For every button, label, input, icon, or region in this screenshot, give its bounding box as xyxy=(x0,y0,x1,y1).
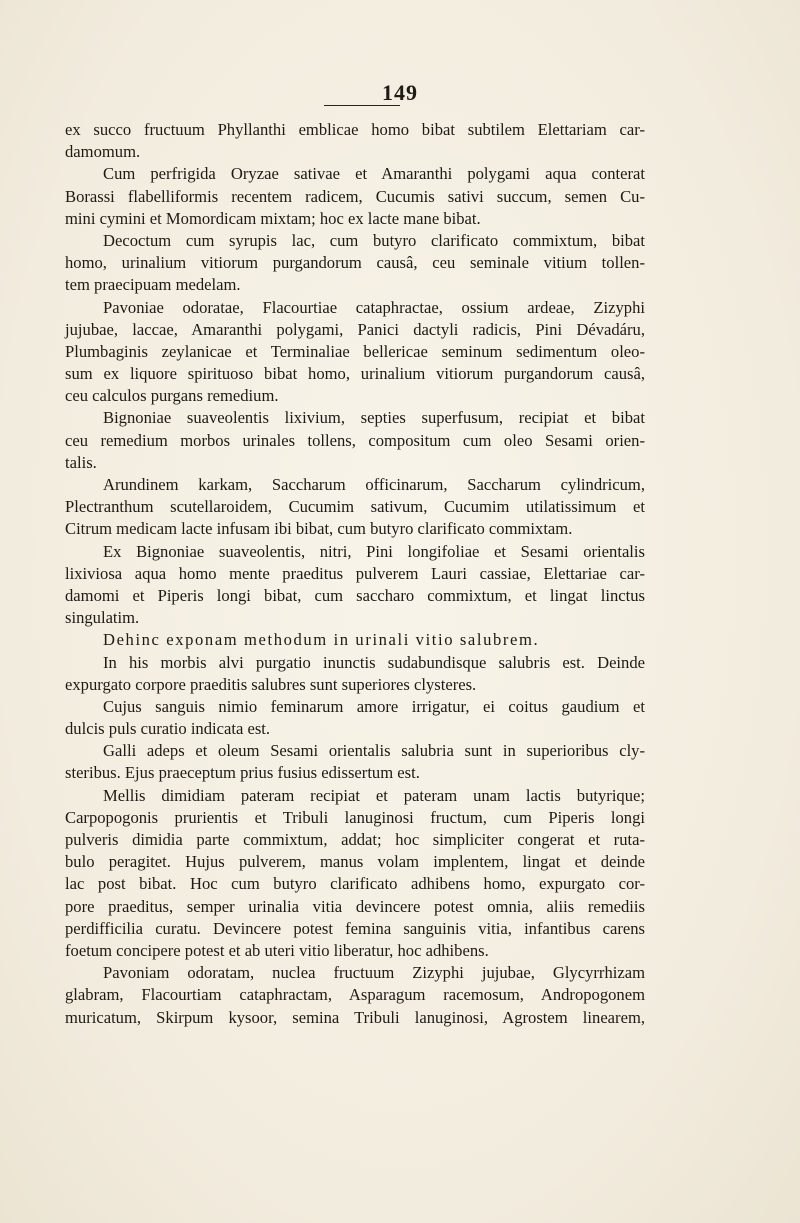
paragraph xyxy=(65,230,645,297)
text-line: talis. xyxy=(65,452,97,472)
text-line: bulo peragitet. Hujus pulverem, manus volam implentem, lingat et deinde xyxy=(65,852,645,872)
text-line: damomum. xyxy=(65,142,141,162)
text-line: perdifficilia curatu. Devincere potest femina sanguinis vitia, infantibus carens xyxy=(65,918,645,938)
text-line: sum ex liquore spirituoso bibat homo, urinalium vitiorum purgandorum causâ, xyxy=(65,364,645,384)
paragraph xyxy=(65,962,645,1029)
text-line: Cum perfrigida Oryzae sativae et Amaranthi polygami aqua conterat xyxy=(103,164,645,184)
text-line: ceu remedium morbos urinales tollens, compositum cum oleo Sesami orien- xyxy=(65,430,645,450)
text-line: Dehinc exponam methodum in urinali vitio salubrem. xyxy=(103,630,540,650)
text-line: dulcis puls curatio indicata est. xyxy=(65,719,271,739)
text-line: Plumbaginis zeylanicae et Terminaliae bellericae seminum sedimentum oleo- xyxy=(65,341,645,361)
paragraph xyxy=(65,785,645,963)
paragraph xyxy=(65,119,645,163)
text-line: Arundinem karkam, Saccharum officinarum, Saccharum cylindricum, xyxy=(103,475,645,494)
text-line: Ex Bignoniae suaveolentis, nitri, Pini longifoliae et Sesami orientalis xyxy=(103,541,645,561)
text-line: Decoctum cum syrupis lac, cum butyro clarificato commixtum, bibat xyxy=(103,230,645,250)
text-line: mini cymini et Momordicam mixtam; hoc ex lacte mane bibat. xyxy=(65,208,481,228)
paragraph xyxy=(65,297,645,408)
text-line: expurgato corpore praeditis salubres sunt superiores clysteres. xyxy=(65,674,477,694)
paragraph xyxy=(65,740,645,784)
text-line: muricatum, Skirpum kysoor, semina Tribuli lanuginosi, Agrostem linearem, xyxy=(65,1007,645,1027)
text-line: singulatim. xyxy=(65,608,140,628)
text-line: tem praecipuam medelam. xyxy=(65,275,241,295)
text-line: jujubae, laccae, Amaranthi polygami, Panici dactyli radicis, Pini Dévadáru, xyxy=(65,319,645,339)
text-line: Bignoniae suaveolentis lixivium, septies superfusum, recipiat et bibat xyxy=(103,408,645,428)
text-line: Pavoniae odoratae, Flacourtiae cataphractae, ossium ardeae, Zizyphi xyxy=(103,297,645,317)
text-line: Cujus sanguis nimio feminarum amore irrigatur, ei coitus gaudium et xyxy=(103,696,645,716)
text-line: ceu calculos purgans remedium. xyxy=(65,386,279,406)
paragraph xyxy=(65,163,645,230)
text-line: lac post bibat. Hoc cum butyro clarificato adhibens homo, expurgato cor- xyxy=(65,874,645,894)
text-line: In his morbis alvi purgatio inunctis sudabundisque salubris est. Deinde xyxy=(103,652,645,672)
paragraph xyxy=(65,407,645,474)
text-line: pulveris dimidia parte commixtum, addat; hoc simpliciter congerat et ruta- xyxy=(65,830,645,849)
page-number: 149 xyxy=(382,80,418,105)
text-line: foetum concipere potest et ab uteri vitio liberatur, hoc adhibens. xyxy=(65,940,489,960)
paragraph xyxy=(65,629,645,651)
text-line: Mellis dimidiam pateram recipiat et pateram unam lactis butyrique; xyxy=(103,785,645,805)
text-line: lixiviosa aqua homo mente praeditus pulverem Lauri cassiae, Elettariae car- xyxy=(65,563,645,583)
text-line: glabram, Flacourtiam cataphractam, Asparagum racemosum, Andropogonem xyxy=(65,985,645,1005)
page-number-rule xyxy=(324,105,400,106)
text-line: Borassi flabelliformis recentem radicem, Cucumis sativi succum, semen Cu- xyxy=(65,186,645,206)
body-text xyxy=(65,119,645,1029)
text-line: Carpopogonis prurientis et Tribuli lanuginosi fructum, cum Piperis longi xyxy=(65,807,645,827)
paragraph xyxy=(65,541,645,630)
text-line: homo, urinalium vitiorum purgandorum causâ, ceu seminale vitium tollen- xyxy=(65,253,645,273)
paragraph xyxy=(65,696,645,740)
text-line: Citrum medicam lacte infusam ibi bibat, cum butyro clarificato commixtam. xyxy=(65,519,573,539)
text-line: pore praeditus, semper urinalia vitia devincere potest omnia, aliis remediis xyxy=(65,896,645,916)
text-line: Galli adeps et oleum Sesami orientalis salubria sunt in superioribus cly- xyxy=(103,741,645,761)
text-line: steribus. Ejus praeceptum prius fusius edissertum est. xyxy=(65,763,420,783)
paragraph xyxy=(65,474,645,541)
text-line: ex succo fructuum Phyllanthi emblicae homo bibat subtilem Elettariam car- xyxy=(65,120,645,139)
paragraph xyxy=(65,652,645,696)
text-line: damomi et Piperis longi bibat, cum saccharo commixtum, et lingat linctus xyxy=(65,585,645,605)
text-line: Pavoniam odoratam, nuclea fructuum Zizyphi jujubae, Glycyrrhizam xyxy=(103,963,645,983)
text-line: Plectranthum scutellaroidem, Cucumim sativum, Cucumim utilatissimum et xyxy=(65,497,645,517)
